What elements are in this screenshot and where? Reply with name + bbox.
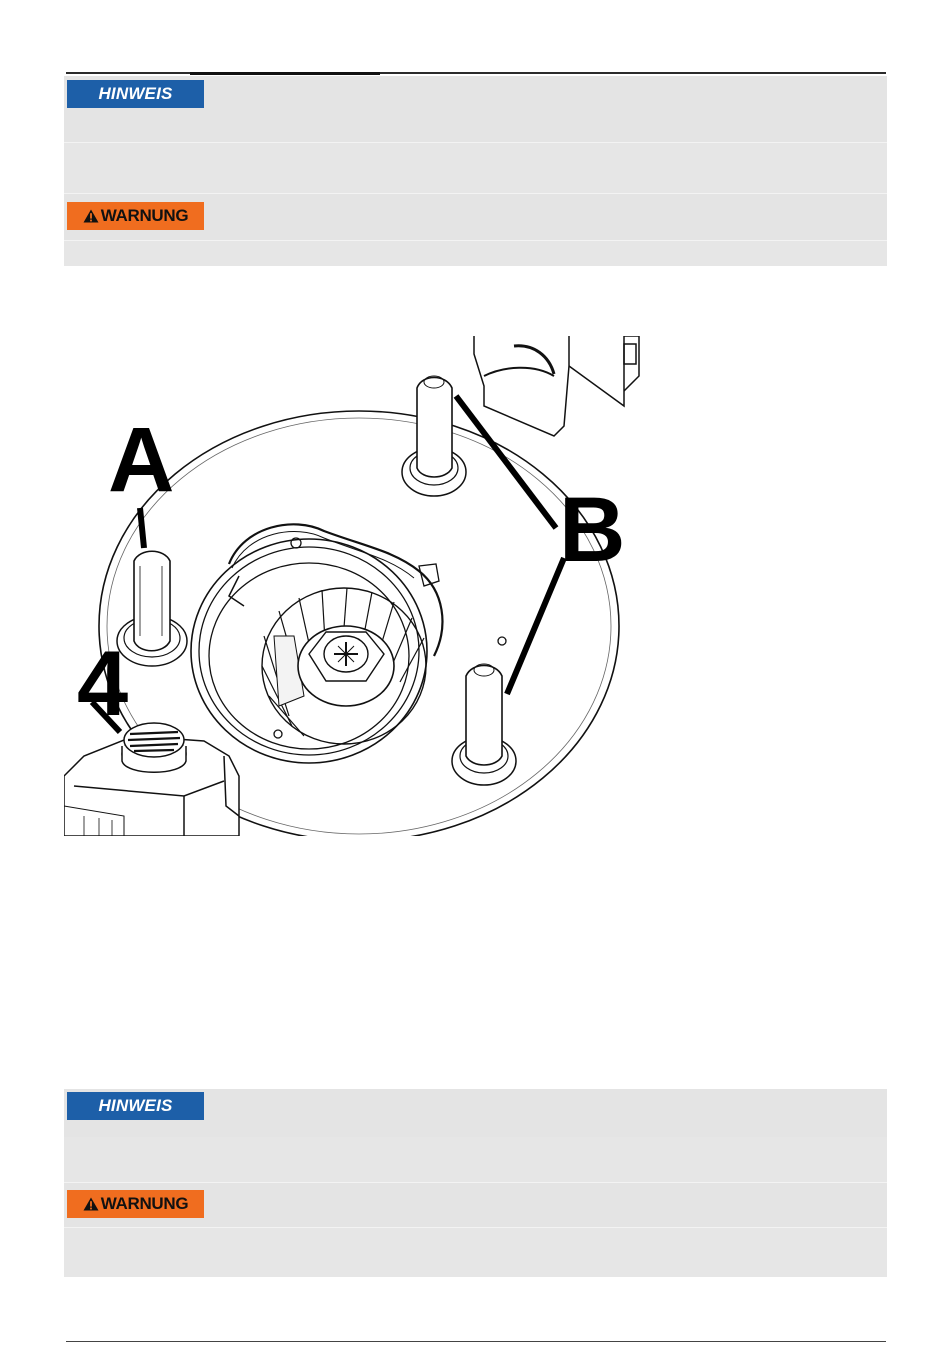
header-rule-accent	[190, 72, 380, 75]
callout-b: B	[559, 479, 626, 581]
callout-a: A	[108, 409, 175, 511]
warnung-body-bottom	[64, 1228, 887, 1277]
adjustment-knob	[122, 723, 186, 772]
callout-4: 4	[77, 633, 129, 735]
warnung-badge-label: WARNUNG	[100, 206, 189, 225]
hinweis-body-top	[64, 143, 887, 193]
header-rule	[66, 72, 886, 74]
warnung-body-top	[64, 241, 887, 266]
warning-triangle-icon	[83, 1197, 99, 1211]
technical-illustration	[64, 336, 644, 836]
warning-triangle-icon	[83, 209, 99, 223]
hinweis-badge-label: HINWEIS	[98, 84, 173, 103]
warnung-badge-label: WARNUNG	[100, 1194, 189, 1213]
warnung-badge	[67, 1190, 204, 1218]
warnung-badge	[67, 202, 204, 230]
hinweis-badge-label: HINWEIS	[98, 1096, 173, 1115]
bracket-top-right	[474, 336, 639, 436]
notice-panel-top	[64, 76, 887, 266]
hinweis-badge	[67, 1092, 204, 1120]
hinweis-badge	[67, 80, 204, 108]
hinweis-body-bottom	[64, 1137, 887, 1182]
footer-rule	[66, 1341, 886, 1342]
notice-panel-bottom	[64, 1089, 887, 1277]
